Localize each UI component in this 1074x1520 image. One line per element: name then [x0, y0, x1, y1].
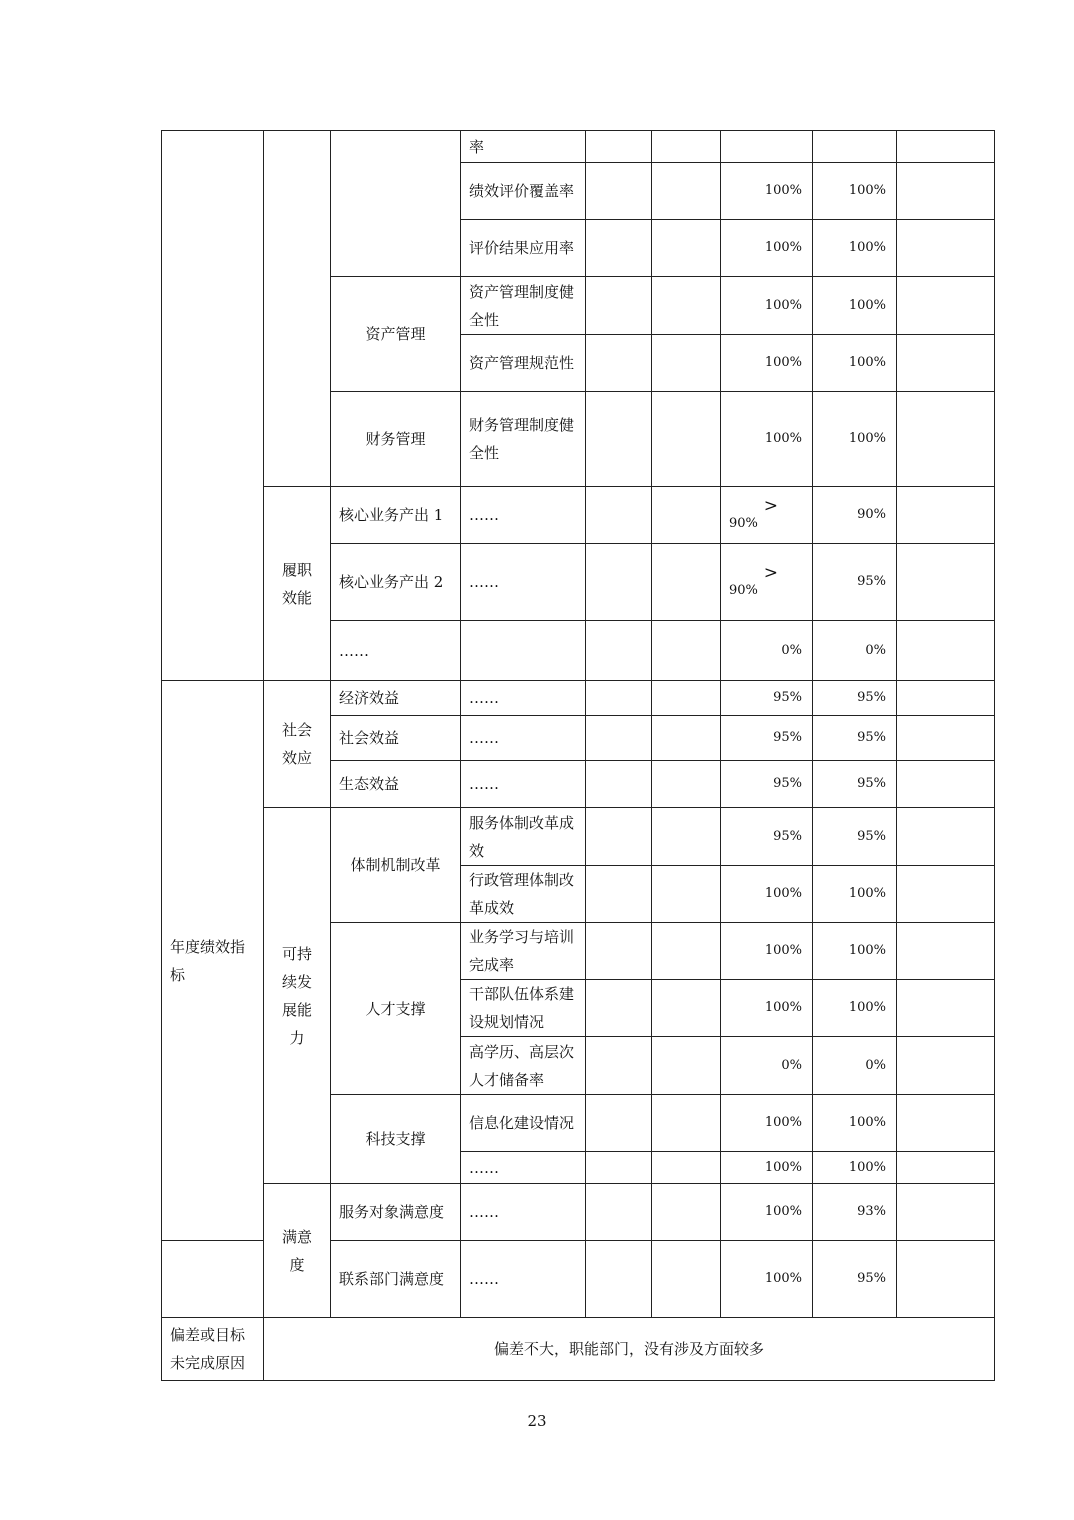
metric-cell: 业务学习与培训完成率	[461, 923, 586, 980]
actual-cell: 95%	[813, 681, 897, 716]
target-cell: 100%	[721, 1241, 813, 1318]
target-cell: 95%	[721, 716, 813, 761]
metric-cell: ……	[461, 1152, 586, 1184]
greater-than-symbol: >	[763, 496, 778, 516]
target-value: 90%	[729, 516, 758, 531]
category3-soc: 社会效益	[331, 716, 461, 761]
target-cell	[721, 487, 813, 544]
metric-cell: 行政管理体制改革成效	[461, 866, 586, 923]
metric-cell: 资产管理规范性	[461, 335, 586, 392]
target-cell: 95%	[721, 761, 813, 808]
metric-cell: ……	[461, 761, 586, 808]
category3-core1: 核心业务产出 1	[331, 487, 461, 544]
table-row	[162, 487, 995, 544]
actual-cell: 100%	[813, 923, 897, 980]
target-cell: 100%	[721, 923, 813, 980]
target-cell: 95%	[721, 808, 813, 866]
target-cell: 0%	[721, 1037, 813, 1095]
category3-reform: 体制机制改革	[331, 808, 461, 923]
actual-cell: 95%	[813, 544, 897, 621]
actual-cell: 90%	[813, 487, 897, 544]
category3-tech: 科技支撑	[331, 1095, 461, 1184]
category3-svc-sat: 服务对象满意度	[331, 1184, 461, 1241]
category3-eco: 生态效益	[331, 761, 461, 808]
category3-econ: 经济效益	[331, 681, 461, 716]
table-row	[162, 808, 995, 866]
table-row	[162, 681, 995, 716]
target-cell: 100%	[721, 980, 813, 1037]
actual-cell: 100%	[813, 163, 897, 220]
category3-core2: 核心业务产出 2	[331, 544, 461, 621]
metric-cell: 高学历、高层次人才储备率	[461, 1037, 586, 1095]
metric-cell: 干部队伍体系建设规划情况	[461, 980, 586, 1037]
metric-cell: ……	[461, 1184, 586, 1241]
category2-sustain: 可持续发展能力	[264, 808, 331, 1184]
metric-cell: ……	[461, 716, 586, 761]
actual-cell: 0%	[813, 1037, 897, 1095]
target-cell	[721, 544, 813, 621]
category1-annual: 年度绩效指标	[162, 681, 264, 1241]
deviation-label: 偏差或目标未完成原因	[162, 1318, 264, 1381]
target-cell: 100%	[721, 392, 813, 487]
table-row	[162, 1184, 995, 1241]
actual-cell: 100%	[813, 220, 897, 277]
category3-asset: 资产管理	[331, 277, 461, 392]
category2-social: 社会效应	[264, 681, 331, 808]
actual-cell: 95%	[813, 716, 897, 761]
actual-cell: 100%	[813, 1152, 897, 1184]
metric-cell: 信息化建设情况	[461, 1095, 586, 1152]
target-cell: 100%	[721, 277, 813, 335]
category2-duty: 履职效能	[264, 487, 331, 681]
actual-cell: 0%	[813, 621, 897, 681]
category3-blank	[331, 131, 461, 277]
actual-cell: 95%	[813, 1241, 897, 1318]
metric-cell: ……	[461, 681, 586, 716]
target-cell: 100%	[721, 335, 813, 392]
actual-cell: 100%	[813, 1095, 897, 1152]
actual-cell: 100%	[813, 335, 897, 392]
target-cell: 0%	[721, 621, 813, 681]
metric-cell: 资产管理制度健全性	[461, 277, 586, 335]
actual-cell: 95%	[813, 808, 897, 866]
target-cell: 100%	[721, 1095, 813, 1152]
deviation-reason: 偏差不大，职能部门，没有涉及方面较多	[264, 1318, 995, 1381]
target-cell: 100%	[721, 220, 813, 277]
actual-cell: 100%	[813, 866, 897, 923]
metric-cell: 服务体制改革成效	[461, 808, 586, 866]
page-number: 23	[527, 1412, 547, 1430]
category2-blank	[264, 131, 331, 487]
category1-blank	[162, 131, 264, 681]
actual-cell	[813, 131, 897, 163]
category2-satisfaction: 满意度	[264, 1184, 331, 1318]
actual-cell: 100%	[813, 277, 897, 335]
metric-cell: ……	[461, 487, 586, 544]
category3-ellipsis: ……	[331, 621, 461, 681]
actual-cell: 100%	[813, 392, 897, 487]
table-row	[162, 131, 995, 163]
category3-talent: 人才支撑	[331, 923, 461, 1095]
metric-cell: 评价结果应用率	[461, 220, 586, 277]
category3-finance: 财务管理	[331, 392, 461, 487]
target-cell: 100%	[721, 163, 813, 220]
greater-than-symbol: >	[763, 563, 778, 583]
metric-cell: ……	[461, 1241, 586, 1318]
actual-cell: 93%	[813, 1184, 897, 1241]
target-value: 90%	[729, 583, 758, 598]
actual-cell: 100%	[813, 980, 897, 1037]
table-row	[162, 1318, 995, 1381]
metric-cell: ……	[461, 544, 586, 621]
target-cell: 95%	[721, 681, 813, 716]
metric-cell: 财务管理制度健全性	[461, 392, 586, 487]
actual-cell: 95%	[813, 761, 897, 808]
metric-cell: 率	[461, 131, 586, 163]
category3-dept-sat: 联系部门满意度	[331, 1241, 461, 1318]
performance-table	[161, 130, 995, 1381]
target-cell	[721, 131, 813, 163]
metric-cell: 绩效评价覆盖率	[461, 163, 586, 220]
category1-blank	[162, 1241, 264, 1318]
metric-cell	[461, 621, 586, 681]
target-cell: 100%	[721, 1152, 813, 1184]
target-cell: 100%	[721, 1184, 813, 1241]
target-cell: 100%	[721, 866, 813, 923]
